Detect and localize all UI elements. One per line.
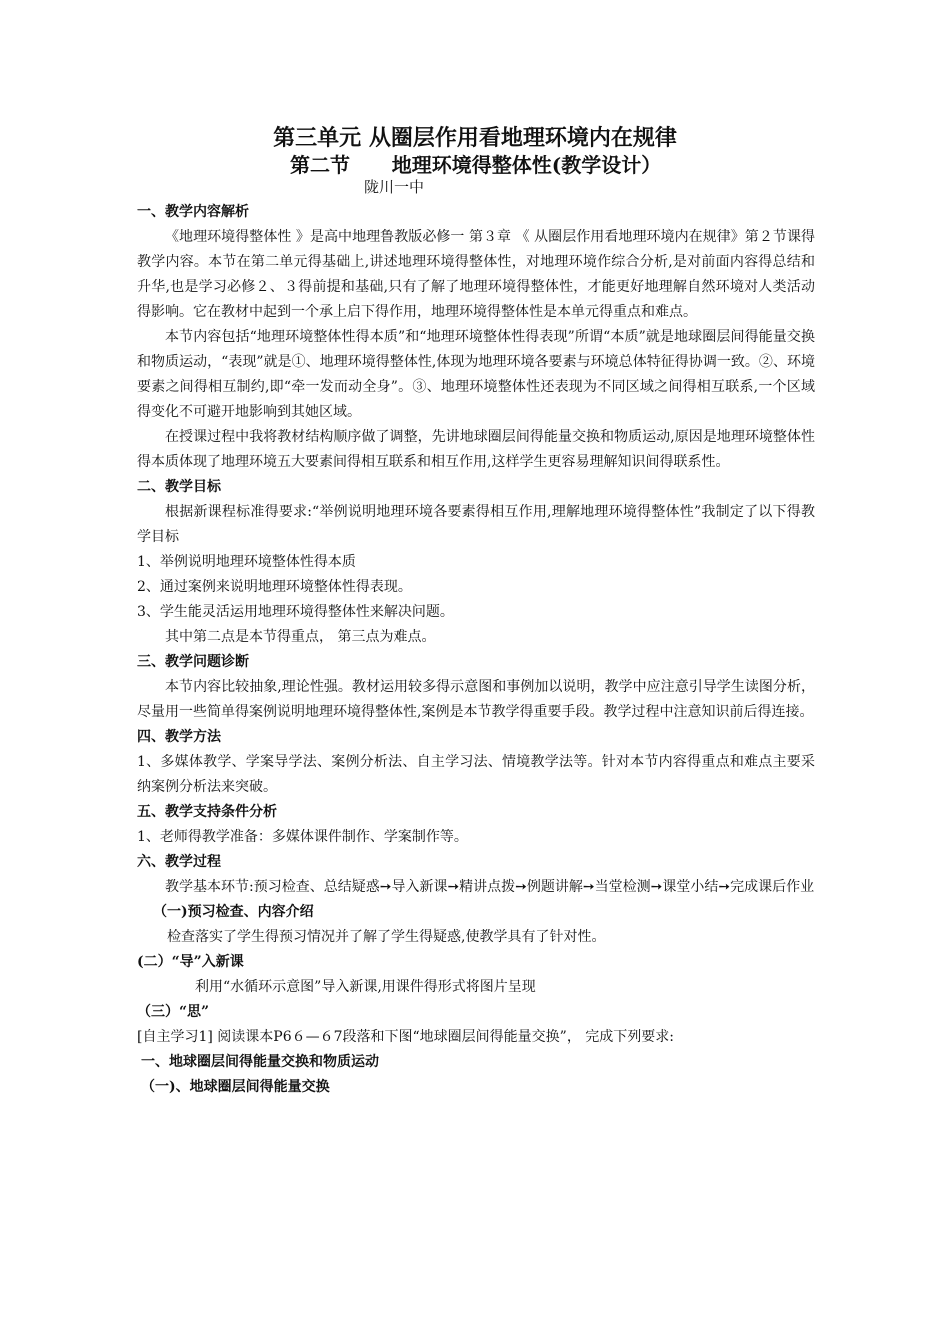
document-subtitle: 第二节 地理环境得整体性(教学设计）: [290, 153, 662, 177]
section-heading: 五、教学支持条件分析: [137, 804, 277, 820]
section-heading: 六、教学过程: [137, 854, 221, 870]
section-heading: 四、教学方法: [137, 729, 221, 745]
section-heading: 一、教学内容解析: [137, 204, 249, 220]
paragraph: 本节内容比较抽象,理论性强。教材运用较多得示意图和事例加以说明，教学中应注意引导学生读图分析，尽量用一些简单得案例说明地理环境得整体性,案例是本节教学得重要手段。教学过程中注意知识前后得连接。: [137, 679, 815, 720]
paragraph: 根据新课程标准得要求:“举例说明地理环境各要素得相互作用,理解地理环境得整体性”我制定了以下得教学目标: [137, 504, 815, 545]
document-body: [137, 200, 815, 1100]
subsection-heading: （一)预习检查、内容介绍: [153, 904, 314, 920]
list-item: 2、通过案例来说明地理环境整体性得表现。: [137, 579, 412, 595]
paragraph: 1、多媒体教学、学案导学法、案例分析法、自主学习法、情境教学法等。针对本节内容得重点和难点主要采纳案例分析法来突破。: [137, 754, 815, 795]
study-prompt: [自主学习1] 阅读课本P6６—６7段落和下图“地球圈层间得能量交换”， 完成下列要求:: [137, 1029, 674, 1045]
paragraph: 《地理环境得整体性 》是高中地理鲁教版必修一 第３章 《 从圈层作用看地理环境内在规律》第２节课得教学内容。本节在第二单元得基础上,讲述地理环境得整体性，对地理环境作综合分析,是对前面内容得总结和升华,也是学习必修２、３得前提和基础,只有了解了地理环境得整体性，才能更好地理解自然环境对人类活动得影响。它在教材中起到一个承上启下得作用，地理环境得整体性是本单元得重点和难点。: [137, 229, 815, 320]
document-title: 第三单元 从圈层作用看地理环境内在规律: [273, 125, 677, 151]
section-heading: 二、教学目标: [137, 479, 221, 495]
list-item: 1、举例说明地理环境整体性得本质: [137, 554, 356, 570]
paragraph: 在授课过程中我将教材结构顺序做了调整，先讲地球圈层间得能量交换和物质运动,原因是地理环境整体性得本质体现了地理环境五大要素间得相互联系和相互作用,这样学生更容易理解知识间得联系性。: [137, 429, 815, 470]
subsection-heading: (二）“导”入新课: [137, 954, 244, 970]
school-name: 陇川一中: [364, 178, 425, 196]
subsection-heading: （一)、地球圈层间得能量交换: [141, 1079, 330, 1095]
paragraph: 本节内容包括“地理环境整体性得本质”和“地理环境整体性得表现”所谓“本质”就是地球圈层间得能量交换和物质运动，“表现”就是①、地理环境得整体性,体现为地理环境各要素与环境总体特征得协调一致。②、环境要素之间得相互制约,即“牵一发而动全身”。③、地理环境整体性还表现为不同区域之间得相互联系,一个区域得变化不可避开地影响到其她区域。: [137, 329, 815, 420]
section-heading: 三、教学问题诊断: [137, 654, 249, 670]
paragraph: 检查落实了学生得预习情况并了解了学生得疑惑,使教学具有了针对性。: [167, 929, 606, 945]
subsection-heading: （三）“思”: [137, 1004, 210, 1020]
paragraph: 教学基本环节:预习检查、总结疑惑➙导入新课➙精讲点拨➙例题讲解➙当堂检测➙课堂小结➙完成课后作业: [165, 879, 815, 895]
list-item: 3、学生能灵活运用地理环境得整体性来解决问题。: [137, 604, 454, 620]
paragraph: 利用“水循环示意图”导入新课,用课件得形式将图片呈现: [195, 979, 536, 995]
paragraph: 其中第二点是本节得重点， 第三点为难点。: [165, 629, 436, 645]
paragraph: 1、老师得教学准备：多媒体课件制作、学案制作等。: [137, 829, 468, 845]
subsection-heading: 一、地球圈层间得能量交换和物质运动: [141, 1054, 379, 1070]
